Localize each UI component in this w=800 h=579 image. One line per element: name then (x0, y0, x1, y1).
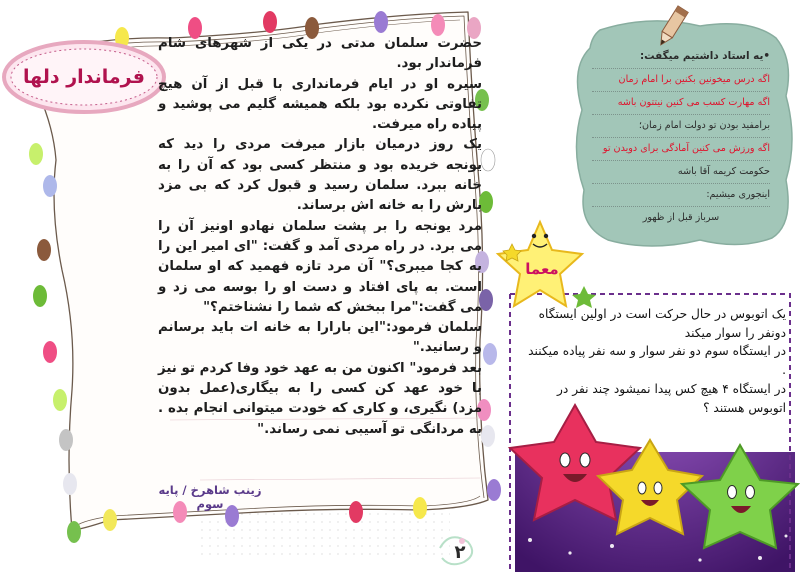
quote-line: اگه مهارت کسب می کنین نیتتون باشه (592, 92, 770, 115)
story-paragraph: سیره او در ایام فرمانداری با قبل از آن هیچ تفاوتی نکرده بود بلکه همیشه گلیم می پوشید و پیاده راه میرفت. (158, 76, 482, 133)
puzzle-line: یک اتوبوس در حال حرکت است در اولین ایستگاه دونفر را سوار میکند (538, 307, 786, 340)
quote-line: اگه درس میخونین بکنین برا امام زمان (592, 69, 770, 92)
puzzle-text (522, 305, 786, 417)
story-paragraph: سلمان فرمود:"این بارارا به خانه ات باید برسانم و رسانید." (158, 320, 482, 356)
story-paragraph: بعد فرمود" اکنون من به عهد خود وفا کردم تو نیز با خود عهد کن کسی را به بیگاری(عمل بدون مزد) نگیری، و کاری که خودت میتوانی انجام بده . به مردانگی تو آسیبی نمی رساند." (158, 360, 482, 437)
quote-line: •یه استاد داشتیم میگفت: (592, 46, 770, 69)
page-number: ۲ (454, 541, 466, 563)
story-paragraph: حضرت سلمان مدتی در یکی از شهرهای شام فرماندار بود. (158, 36, 482, 72)
story-paragraph: یک روز درمیان بازار میرفت مردی را دید که یونجه خریده بود و منتظر کسی بود که آن را به خانه ببرد. سلمان رسید و قبول کرد که بی مزد بارش را به خانه اش برساند. (158, 137, 482, 214)
story-text (158, 34, 482, 440)
quote-line: برامفید بودن تو دولت امام زمان؛ (592, 115, 770, 138)
quote-line: حکومت کریمه آقا باشه (592, 161, 770, 184)
author-signature: زینب شاهرخ / پایه سوم (158, 483, 262, 511)
story-paragraph: مرد یونجه را بر پشت سلمان نهادو اونیز آن را می برد. در راه مردی آمد و گفت: "ای امیر این را به کجا میبری؟" آن مرد تازه فهمید که او سلمان است. به پای افتاد و دست او را بوسه می زد و می گفت:"مرا ببخش که شما را نشناختم؟" (158, 218, 482, 315)
quote-line: اینجوری میشیم: (592, 184, 770, 207)
quote-text (592, 46, 770, 229)
article-title: فرماندار دلها (23, 66, 145, 88)
quote-line: اگه ورزش می کنین آمادگی برای دویدن تو (592, 138, 770, 161)
quote-line: سرباز قبل از ظهور (642, 212, 720, 223)
puzzle-line: در ایستگاه سوم دو نفر سوار و سه نفر پیاده میکنند . (528, 344, 786, 378)
puzzle-badge-label: معما (525, 260, 559, 278)
puzzle-line: در ایستگاه ۴ هیچ کس پیدا نمیشود چند نفر در اتوبوس هستند ؟ (557, 381, 786, 415)
